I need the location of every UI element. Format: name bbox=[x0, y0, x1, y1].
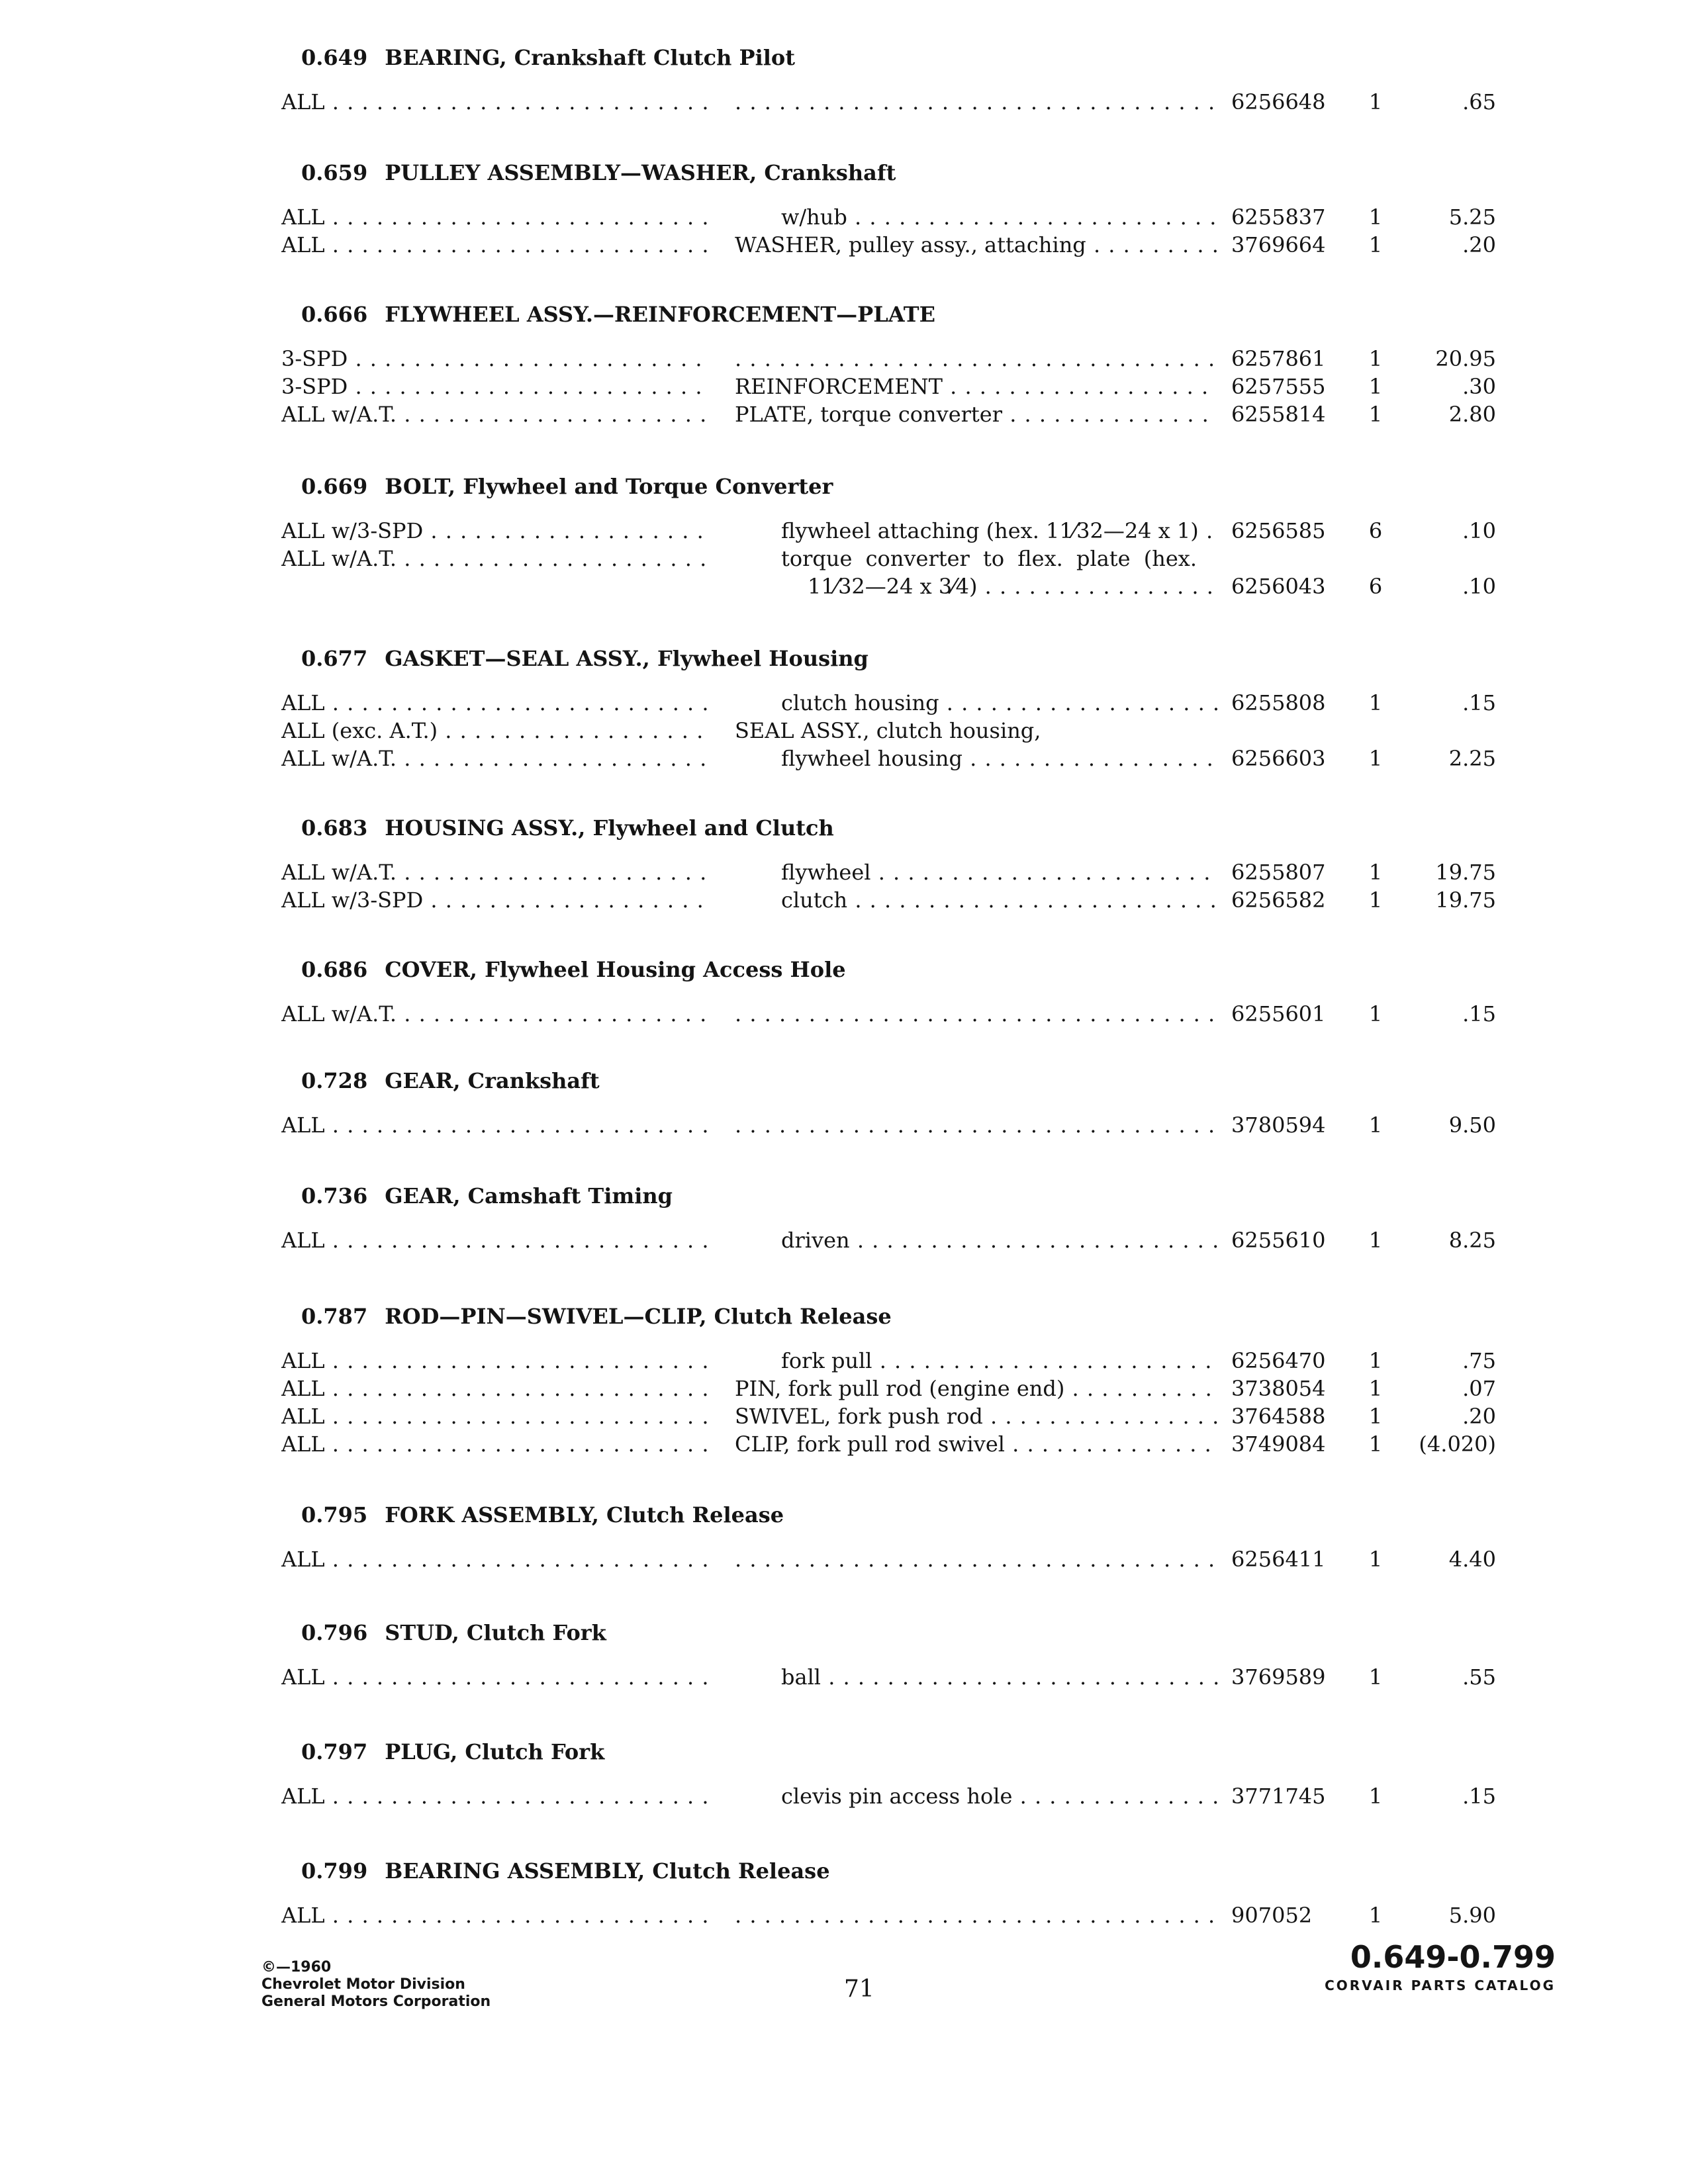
model-cell: ALL w/A.T. . . . bbox=[281, 999, 708, 1028]
description-cell: CLIP, fork pull rod swivel . . . bbox=[735, 1430, 1218, 1459]
part-number-cell: 907052 bbox=[1231, 1903, 1313, 1928]
part-number-cell: 6256043 bbox=[1231, 574, 1326, 599]
price-cell: 2.80 bbox=[1448, 402, 1496, 427]
price-cell: .20 bbox=[1462, 1404, 1496, 1429]
section-heading bbox=[301, 45, 795, 70]
section-number: 0.683 bbox=[301, 815, 368, 841]
section-heading bbox=[301, 1620, 606, 1645]
model-cell: ALL . . . bbox=[281, 1346, 708, 1375]
description-cell: fork pull . . . bbox=[735, 1346, 1218, 1375]
part-row bbox=[0, 1901, 1688, 1930]
section-number: 0.669 bbox=[301, 474, 368, 499]
description-cell: WASHER, pulley assy., attaching . . . bbox=[735, 230, 1218, 259]
group-range: 0.649-0.799 bbox=[1350, 1939, 1556, 1975]
price-cell: 5.90 bbox=[1448, 1903, 1496, 1928]
quantity-cell: 1 bbox=[1368, 1547, 1383, 1572]
section-heading bbox=[301, 646, 868, 671]
part-row bbox=[0, 744, 1688, 773]
section-title: BOLT, Flywheel and Torque Converter bbox=[385, 474, 833, 499]
section-title: BEARING ASSEMBLY, Clutch Release bbox=[385, 1858, 830, 1884]
part-row bbox=[0, 999, 1688, 1028]
price-cell: .30 bbox=[1462, 374, 1496, 399]
description-cell: SEAL ASSY., clutch housing, bbox=[735, 718, 1041, 743]
part-row bbox=[0, 716, 1688, 745]
price-cell: 19.75 bbox=[1435, 887, 1496, 913]
section-title: COVER, Flywheel Housing Access Hole bbox=[385, 957, 846, 982]
model-cell: ALL w/A.T. . . . bbox=[281, 544, 708, 573]
part-number-cell: 3780594 bbox=[1231, 1113, 1326, 1138]
part-number-cell: 3749084 bbox=[1231, 1432, 1326, 1457]
section-number: 0.728 bbox=[301, 1068, 368, 1093]
description-cell: clutch housing . . . bbox=[735, 688, 1218, 717]
part-number-cell: 6256585 bbox=[1231, 518, 1326, 543]
model-cell: ALL w/A.T. . . . bbox=[281, 744, 708, 773]
price-cell: 8.25 bbox=[1448, 1228, 1496, 1253]
section-number: 0.686 bbox=[301, 957, 368, 982]
part-row bbox=[0, 1346, 1688, 1375]
section-number: 0.736 bbox=[301, 1183, 368, 1208]
part-row bbox=[0, 1226, 1688, 1255]
quantity-cell: 1 bbox=[1368, 1113, 1383, 1138]
model-cell: ALL . . . bbox=[281, 1662, 708, 1692]
part-row bbox=[0, 344, 1688, 373]
model-cell: ALL . . . bbox=[281, 203, 708, 232]
model-cell: ALL w/A.T. . . . bbox=[281, 858, 708, 887]
section-title: BEARING, Crankshaft Clutch Pilot bbox=[385, 45, 796, 70]
description-cell bbox=[735, 1111, 1218, 1140]
quantity-cell: 1 bbox=[1368, 1228, 1383, 1253]
part-row bbox=[0, 688, 1688, 717]
part-row bbox=[0, 87, 1688, 116]
corporation-line: General Motors Corporation bbox=[261, 1993, 491, 2010]
description-cell bbox=[735, 1545, 1218, 1574]
quantity-cell: 1 bbox=[1368, 89, 1383, 114]
description-cell bbox=[735, 87, 1218, 116]
section-heading bbox=[301, 815, 834, 841]
quantity-cell: 6 bbox=[1368, 518, 1383, 543]
part-number-cell: 3769664 bbox=[1231, 232, 1326, 257]
part-number-cell: 6257861 bbox=[1231, 346, 1326, 371]
part-row bbox=[0, 1782, 1688, 1811]
part-number-cell: 6255610 bbox=[1231, 1228, 1326, 1253]
section-title: PLUG, Clutch Fork bbox=[385, 1739, 605, 1764]
section-heading bbox=[301, 1502, 784, 1527]
price-cell: .07 bbox=[1462, 1376, 1496, 1401]
description-cell: flywheel housing . . . bbox=[735, 744, 1218, 773]
section-number: 0.796 bbox=[301, 1620, 368, 1645]
section-heading bbox=[301, 1858, 830, 1884]
model-cell: ALL . . . bbox=[281, 1782, 708, 1811]
price-cell: .15 bbox=[1462, 690, 1496, 715]
price-cell: (4.020) bbox=[1419, 1432, 1496, 1457]
quantity-cell: 1 bbox=[1368, 1784, 1383, 1809]
section-title: GEAR, Camshaft Timing bbox=[385, 1183, 673, 1208]
part-number-cell: 3771745 bbox=[1231, 1784, 1326, 1809]
section-heading bbox=[301, 1068, 600, 1093]
description-cell bbox=[735, 344, 1218, 373]
model-cell: ALL . . . bbox=[281, 1374, 708, 1403]
model-cell: ALL w/3-SPD . . . bbox=[281, 886, 708, 915]
price-cell: .10 bbox=[1462, 518, 1496, 543]
part-number-cell: 6256470 bbox=[1231, 1348, 1326, 1373]
section-title: FORK ASSEMBLY, Clutch Release bbox=[385, 1502, 784, 1527]
part-number-cell: 6257555 bbox=[1231, 374, 1326, 399]
catalog-range-block bbox=[1244, 1939, 1556, 1993]
section-heading bbox=[301, 1183, 673, 1208]
quantity-cell: 1 bbox=[1368, 374, 1383, 399]
part-number-cell: 6255808 bbox=[1231, 690, 1326, 715]
quantity-cell: 1 bbox=[1368, 690, 1383, 715]
description-cell: PIN, fork pull rod (engine end) . . . bbox=[735, 1374, 1218, 1403]
description-cell: torque converter to flex. plate (hex. bbox=[781, 546, 1197, 571]
part-row bbox=[0, 858, 1688, 887]
part-row bbox=[0, 544, 1688, 573]
quantity-cell: 1 bbox=[1368, 1664, 1383, 1690]
price-cell: 4.40 bbox=[1448, 1547, 1496, 1572]
part-number-cell: 6256411 bbox=[1231, 1547, 1326, 1572]
price-cell: 9.50 bbox=[1448, 1113, 1496, 1138]
part-number-cell: 6255807 bbox=[1231, 860, 1326, 885]
price-cell: .10 bbox=[1462, 574, 1496, 599]
quantity-cell: 1 bbox=[1368, 1348, 1383, 1373]
catalog-title: CORVAIR PARTS CATALOG bbox=[1325, 1978, 1556, 1993]
model-cell: ALL . . . bbox=[281, 688, 708, 717]
part-row bbox=[0, 1430, 1688, 1459]
part-number-cell: 3769589 bbox=[1231, 1664, 1326, 1690]
section-title: ROD—PIN—SWIVEL—CLIP, Clutch Release bbox=[385, 1304, 892, 1329]
section-title: FLYWHEEL ASSY.—REINFORCEMENT—PLATE bbox=[385, 302, 935, 327]
part-number-cell: 6256648 bbox=[1231, 89, 1326, 114]
section-heading bbox=[301, 1304, 892, 1329]
price-cell: .15 bbox=[1462, 1001, 1496, 1026]
section-number: 0.649 bbox=[301, 45, 368, 70]
model-cell: ALL (exc. A.T.) . . . bbox=[281, 716, 708, 745]
description-cell: flywheel attaching (hex. 11⁄32—24 x 1) . . . bbox=[735, 516, 1218, 545]
section-number: 0.795 bbox=[301, 1502, 368, 1527]
description-cell: 11⁄32—24 x 3⁄4) . . . bbox=[735, 572, 1218, 601]
part-number-cell: 3738054 bbox=[1231, 1376, 1326, 1401]
quantity-cell: 1 bbox=[1368, 1001, 1383, 1026]
section-heading bbox=[301, 474, 833, 499]
price-cell: 20.95 bbox=[1435, 346, 1496, 371]
part-row bbox=[0, 372, 1688, 401]
model-cell: ALL . . . bbox=[281, 1226, 708, 1255]
quantity-cell: 1 bbox=[1368, 346, 1383, 371]
page-number: 71 bbox=[844, 1976, 874, 2003]
quantity-cell: 1 bbox=[1368, 887, 1383, 913]
quantity-cell: 6 bbox=[1368, 574, 1383, 599]
model-cell: 3-SPD . . . bbox=[281, 344, 708, 373]
section-title: PULLEY ASSEMBLY—WASHER, Crankshaft bbox=[385, 160, 896, 185]
section-heading bbox=[301, 302, 935, 327]
price-cell: .15 bbox=[1462, 1784, 1496, 1809]
section-title: HOUSING ASSY., Flywheel and Clutch bbox=[385, 815, 834, 841]
price-cell: .65 bbox=[1462, 89, 1496, 114]
description-cell: ball . . . bbox=[735, 1662, 1218, 1692]
copyright-line: ©—1960 bbox=[261, 1959, 332, 1976]
model-cell: ALL . . . bbox=[281, 1111, 708, 1140]
description-cell bbox=[735, 1901, 1218, 1930]
quantity-cell: 1 bbox=[1368, 205, 1383, 230]
quantity-cell: 1 bbox=[1368, 232, 1383, 257]
part-row bbox=[0, 1111, 1688, 1140]
quantity-cell: 1 bbox=[1368, 860, 1383, 885]
description-cell bbox=[735, 999, 1218, 1028]
section-number: 0.659 bbox=[301, 160, 368, 185]
part-row bbox=[0, 400, 1688, 429]
description-cell: clutch . . . bbox=[735, 886, 1218, 915]
quantity-cell: 1 bbox=[1368, 402, 1383, 427]
description-cell: driven . . . bbox=[735, 1226, 1218, 1255]
part-number-cell: 3764588 bbox=[1231, 1404, 1326, 1429]
section-heading bbox=[301, 1739, 604, 1764]
model-cell: ALL w/3-SPD . . . bbox=[281, 516, 708, 545]
model-cell: ALL . . . bbox=[281, 1545, 708, 1574]
section-title: GEAR, Crankshaft bbox=[385, 1068, 600, 1093]
part-number-cell: 6256582 bbox=[1231, 887, 1326, 913]
section-heading bbox=[301, 957, 846, 982]
model-cell: ALL . . . bbox=[281, 1402, 708, 1431]
description-cell: REINFORCEMENT . . . bbox=[735, 372, 1218, 401]
part-row bbox=[0, 1545, 1688, 1574]
part-row bbox=[0, 1662, 1688, 1692]
model-cell: ALL . . . bbox=[281, 1430, 708, 1459]
model-cell: ALL . . . bbox=[281, 1901, 708, 1930]
price-cell: 5.25 bbox=[1448, 205, 1496, 230]
quantity-cell: 1 bbox=[1368, 1903, 1383, 1928]
section-heading bbox=[301, 160, 896, 185]
price-cell: 2.25 bbox=[1448, 746, 1496, 771]
part-row bbox=[0, 1402, 1688, 1431]
division-line: Chevrolet Motor Division bbox=[261, 1976, 465, 1993]
model-cell: ALL w/A.T. . . . bbox=[281, 400, 708, 429]
publisher-credit bbox=[261, 1959, 491, 2011]
price-cell: .55 bbox=[1462, 1664, 1496, 1690]
section-title: STUD, Clutch Fork bbox=[385, 1620, 606, 1645]
part-number-cell: 6256603 bbox=[1231, 746, 1326, 771]
part-row bbox=[0, 1374, 1688, 1403]
quantity-cell: 1 bbox=[1368, 1376, 1383, 1401]
part-row bbox=[0, 886, 1688, 915]
description-cell: PLATE, torque converter . . . bbox=[735, 400, 1218, 429]
model-cell: ALL . . . bbox=[281, 87, 708, 116]
description-cell: clevis pin access hole . . . bbox=[735, 1782, 1218, 1811]
description-cell: SWIVEL, fork push rod . . . bbox=[735, 1402, 1218, 1431]
price-cell: 19.75 bbox=[1435, 860, 1496, 885]
part-number-cell: 6255814 bbox=[1231, 402, 1326, 427]
price-cell: .20 bbox=[1462, 232, 1496, 257]
model-cell: 3-SPD . . . bbox=[281, 372, 708, 401]
description-cell: w/hub . . . bbox=[735, 203, 1218, 232]
quantity-cell: 1 bbox=[1368, 746, 1383, 771]
section-number: 0.799 bbox=[301, 1858, 368, 1884]
section-number: 0.797 bbox=[301, 1739, 368, 1764]
section-title: GASKET—SEAL ASSY., Flywheel Housing bbox=[385, 646, 868, 671]
quantity-cell: 1 bbox=[1368, 1404, 1383, 1429]
section-number: 0.666 bbox=[301, 302, 368, 327]
part-row bbox=[0, 572, 1688, 601]
part-row bbox=[0, 203, 1688, 232]
part-number-cell: 6255601 bbox=[1231, 1001, 1326, 1026]
description-cell: flywheel . . . bbox=[735, 858, 1218, 887]
part-row bbox=[0, 516, 1688, 545]
part-row bbox=[0, 230, 1688, 259]
part-number-cell: 6255837 bbox=[1231, 205, 1326, 230]
model-cell: ALL . . . bbox=[281, 230, 708, 259]
price-cell: .75 bbox=[1462, 1348, 1496, 1373]
quantity-cell: 1 bbox=[1368, 1432, 1383, 1457]
section-number: 0.787 bbox=[301, 1304, 368, 1329]
section-number: 0.677 bbox=[301, 646, 368, 671]
